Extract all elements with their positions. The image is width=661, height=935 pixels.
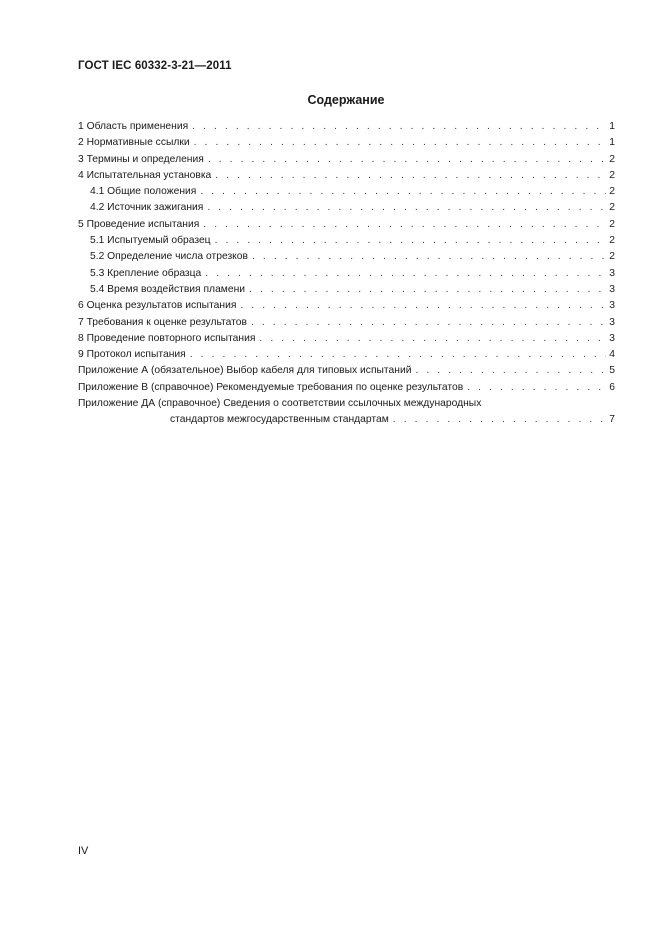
toc-title: Содержание [307,93,385,107]
toc-leader-dots [190,347,607,363]
toc-leader-dots [192,119,606,135]
toc-leader-dots [259,331,606,347]
table-of-contents [78,119,615,428]
toc-entry-text: 2 Нормативные ссылки [78,137,190,149]
toc-leader-dots [203,217,606,233]
toc-leader-dots [208,152,606,168]
toc-entry-3[interactable] [78,152,615,168]
toc-entry-text: 8 Проведение повторного испытания [78,332,256,344]
toc-entry-page: 3 [609,267,615,279]
document-header-code: ГОСТ IEC 60332-3-21—2011 [78,60,232,72]
toc-entry-appendix-a[interactable] [78,363,615,379]
toc-entry-text: 4 Испытательная установка [78,169,212,181]
toc-entry-page: 1 [609,137,615,149]
toc-entry-page: 2 [609,169,615,181]
toc-entry-4-1[interactable] [78,184,615,200]
toc-leader-dots [467,380,606,396]
toc-entry-page: 2 [609,153,615,165]
toc-entry-page: 2 [609,218,615,230]
toc-entry-page: 1 [609,121,615,132]
toc-entry-text: Приложение В (справочное) Рекомендуемые требования по оценке результатов [78,381,464,393]
toc-entry-text-line1: Приложение ДА (справочное) Сведения о соответствии ссылочных международных [78,398,482,410]
toc-entry-text: 1 Область применения [78,121,189,132]
toc-entry-page: 7 [609,414,615,426]
toc-entry-text: 5.4 Время воздействия пламени [90,283,246,295]
toc-entry-7[interactable] [78,315,615,331]
toc-entry-text: 9 Протокол испытания [78,349,186,361]
toc-leader-dots [393,412,606,428]
toc-entry-page: 6 [609,381,615,393]
toc-entry-page: 5 [609,365,615,377]
toc-entry-9[interactable] [78,347,615,363]
page-number: IV [78,845,89,857]
toc-entry-page: 2 [609,186,615,198]
toc-entry-second-line [78,412,615,428]
toc-entry-2[interactable] [78,135,615,151]
toc-entry-appendix-b[interactable] [78,380,615,396]
toc-entry-page: 2 [609,202,615,214]
toc-entry-text: 7 Требования к оценке результатов [78,316,247,328]
toc-leader-dots [205,266,606,282]
toc-entry-text: 3 Термины и определения [78,153,204,165]
toc-leader-dots [251,315,606,331]
toc-entry-page: 3 [609,300,615,312]
toc-entry-5-2[interactable] [78,249,615,265]
toc-entry-text: 5 Проведение испытания [78,218,200,230]
toc-entry-appendix-da[interactable] [78,396,615,428]
toc-entry-page: 2 [609,251,615,263]
toc-leader-dots [194,135,607,151]
toc-leader-dots [207,200,606,216]
toc-entry-text: 5.1 Испытуемый образец [90,235,211,247]
toc-entry-text: 4.1 Общие положения [90,186,197,198]
toc-entry-text: 5.3 Крепление образца [90,267,202,279]
toc-entry-8[interactable] [78,331,615,347]
toc-entry-page: 3 [609,332,615,344]
toc-entry-1[interactable] [78,119,615,135]
toc-entry-text-line2: стандартов межгосударственным стандартам [170,414,389,426]
toc-leader-dots [252,249,606,265]
toc-entry-5[interactable] [78,217,615,233]
toc-entry-page: 4 [609,349,615,361]
toc-leader-dots [415,363,606,379]
toc-entry-page: 2 [609,235,615,247]
toc-entry-5-3[interactable] [78,266,615,282]
toc-entry-page: 3 [609,283,615,295]
toc-entry-text: 5.2 Определение числа отрезков [90,251,248,263]
toc-leader-dots [240,298,606,314]
toc-entry-4-2[interactable] [78,200,615,216]
toc-entry-5-1[interactable] [78,233,615,249]
toc-leader-dots [200,184,606,200]
toc-entry-text: 6 Оценка результатов испытания [78,300,237,312]
toc-leader-dots [215,168,606,184]
toc-entry-text: Приложение А (обязательное) Выбор кабеля для типовых испытаний [78,365,412,377]
toc-leader-dots [215,233,607,249]
toc-entry-4[interactable] [78,168,615,184]
toc-entry-page: 3 [609,316,615,328]
toc-entry-6[interactable] [78,298,615,314]
toc-entry-5-4[interactable] [78,282,615,298]
toc-leader-dots [249,282,606,298]
toc-entry-text: 4.2 Источник зажигания [90,202,204,214]
